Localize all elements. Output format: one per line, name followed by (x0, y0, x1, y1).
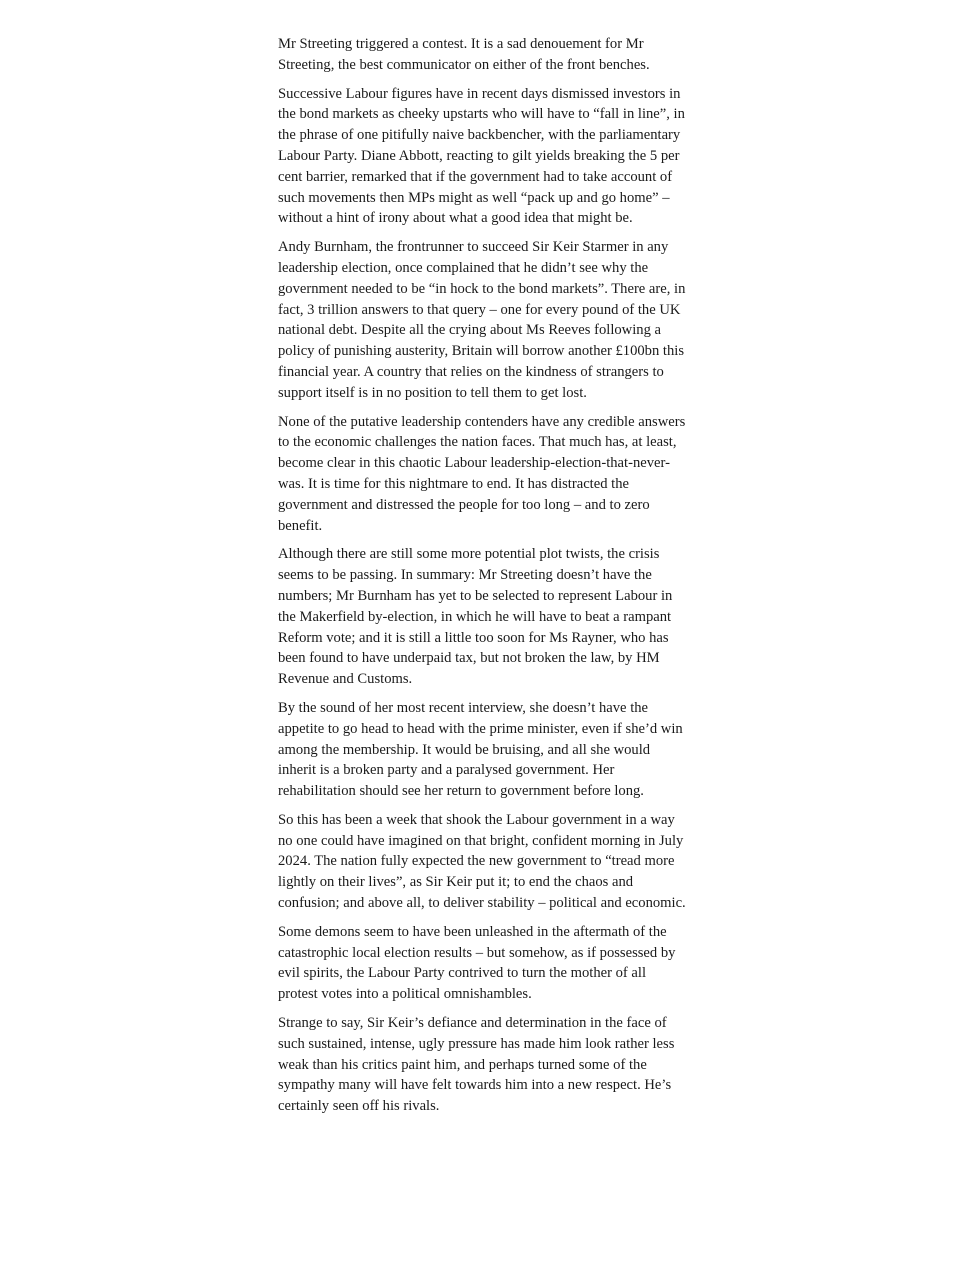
article-paragraph: By the sound of her most recent interview, she doesn’t have the appetite to go head to head with the prime minister, even if she’d win among the membership. It would be bruising, and all she would inherit is a broken party and a paralysed government. Her rehabilitation should see her return to government before long. (278, 699, 683, 800)
article-paragraph: None of the putative leadership contenders have any credible answers to the economic challenges the nation faces. That much has, at least, become clear in this chaotic Labour leadership-election-that-never-was. It is time for this nightmare to end. It has distracted the government and distressed the people for too long – and to zero benefit. (278, 413, 686, 534)
article-paragraph: Although there are still some more potential plot twists, the crisis seems to be passing. In summary: Mr Streeting doesn’t have the numbers; Mr Burnham has yet to be selected to represent Labour in the Makerfield by-election, in which he will have to beat a rampant Reform vote; and it is still a little too soon for Ms Rayner, who has been found to have underpaid tax, but not broken the law, by HM Revenue and Customs. (278, 546, 673, 688)
article-paragraph: So this has been a week that shook the Labour government in a way no one could have imagined on that bright, confident morning in July 2024. The nation fully expected the new government to “tread more lightly on their lives”, as Sir Keir put it; to end the chaos and confusion; and above all, to deliver stability – political and economic. (278, 811, 686, 912)
article-paragraph: Mr Streeting triggered a contest. It is a sad denouement for Mr Streeting, the best communicator on either of the front benches. (278, 36, 650, 73)
article-body (278, 34, 688, 1125)
article-paragraph: Andy Burnham, the frontrunner to succeed Sir Keir Starmer in any leadership election, once complained that he didn’t see why the government needed to be “in hock to the bond markets”. There are, in fact, 3 trillion answers to that query – one for every pound of the UK national debt. Despite all the crying about Ms Reeves following a policy of punishing austerity, Britain will borrow another £100bn this financial year. A country that relies on the kindness of strangers to support itself is in no position to tell them to get lost. (278, 239, 686, 401)
article-paragraph: Some demons seem to have been unleashed in the aftermath of the catastrophic local election results – but somehow, as if possessed by evil spirits, the Labour Party contrived to turn the mother of all protest votes into a political omnishambles. (278, 923, 676, 1003)
article-paragraph: Strange to say, Sir Keir’s defiance and determination in the face of such sustained, intense, ugly pressure has made him look rather less weak than his critics paint him, and perhaps turned some of the sympathy many will have felt towards him into a new respect. He’s certainly seen off his rivals. (278, 1015, 675, 1115)
article-paragraph: Successive Labour figures have in recent days dismissed investors in the bond markets as cheeky upstarts who will have to “fall in line”, in the phrase of one pitifully naive backbencher, with the parliamentary Labour Party. Diane Abbott, reacting to gilt yields breaking the 5 per cent barrier, remarked that if the government had to take account of such movements then MPs might as well “pack up and go home” – without a hint of irony about what a good idea that might be. (278, 85, 685, 227)
